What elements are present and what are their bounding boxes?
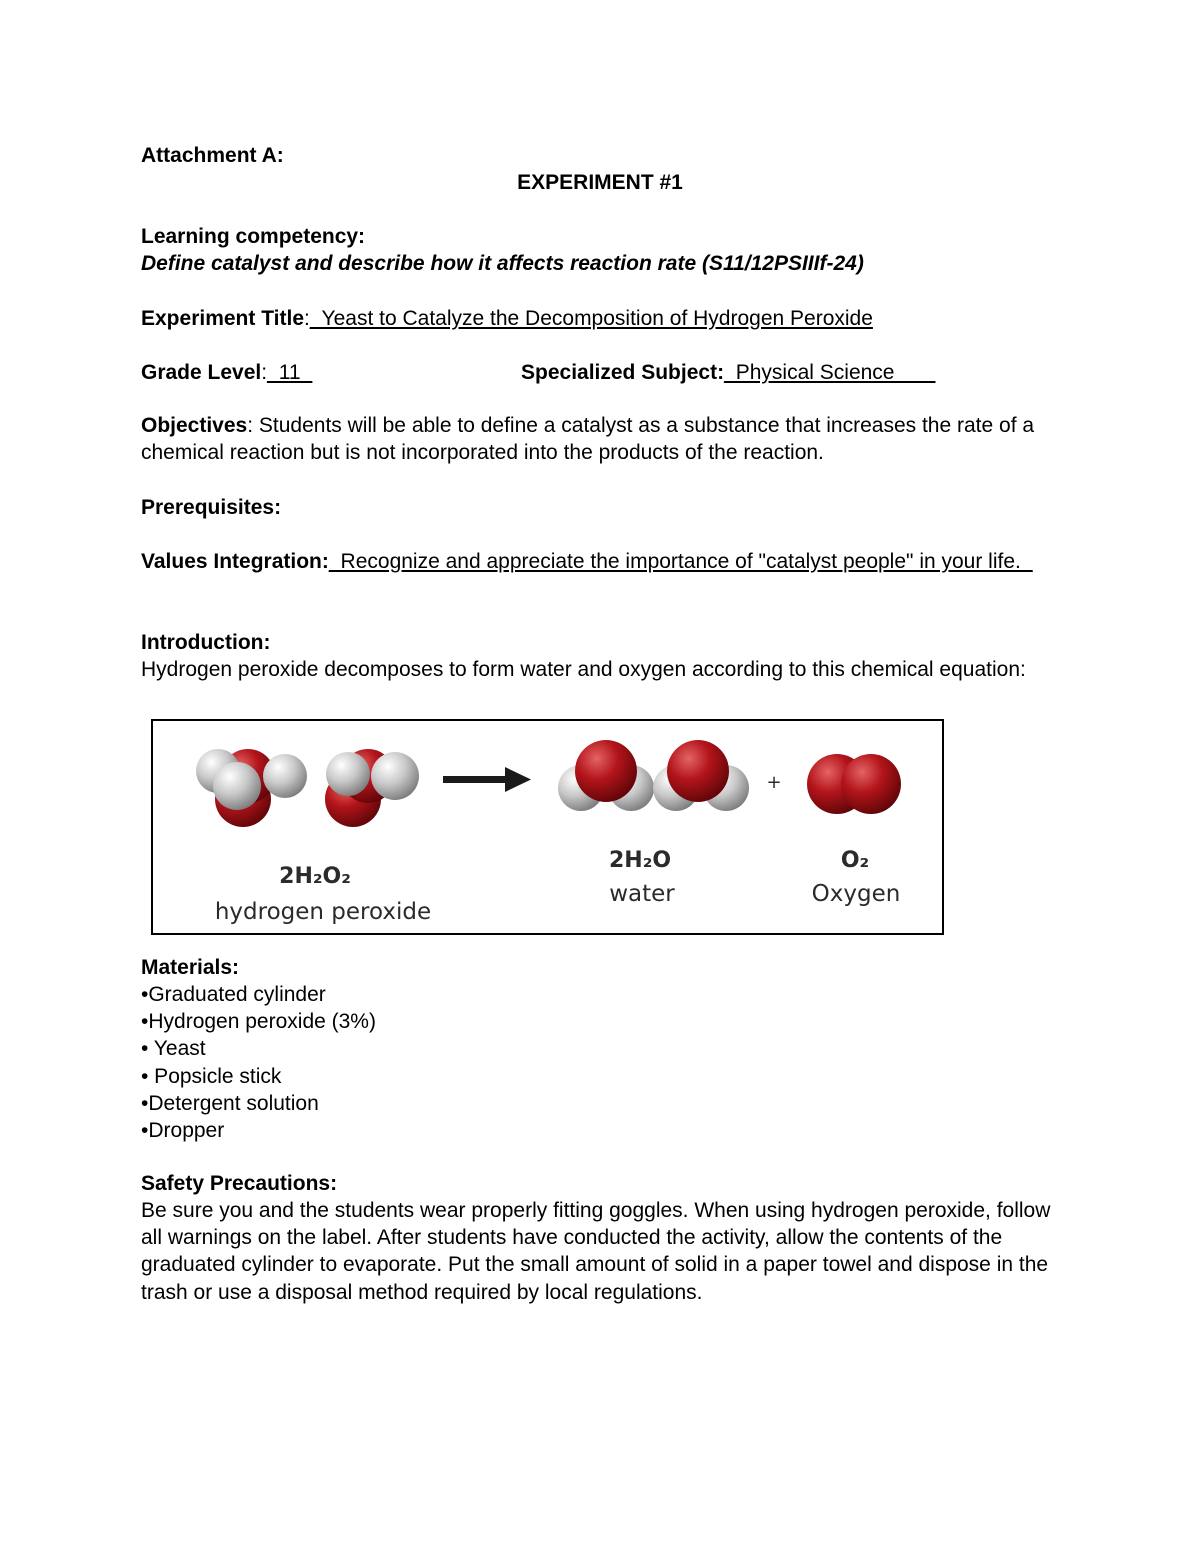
materials-list-item: • Yeast xyxy=(141,1037,206,1061)
materials-list xyxy=(141,981,1071,1144)
specialized-subject-label: Specialized Subject: xyxy=(521,361,725,384)
reactant-formula: 2H₂O₂ xyxy=(279,864,351,889)
experiment-heading: EXPERIMENT #1 xyxy=(517,171,683,194)
materials-label: Materials: xyxy=(141,956,240,979)
safety-label: Safety Precautions: xyxy=(141,1172,338,1195)
values-integration-paragraph xyxy=(141,548,1051,575)
objectives-paragraph xyxy=(141,412,1071,466)
reaction-arrow xyxy=(443,767,531,792)
hydrogen-peroxide-molecule-1 xyxy=(196,749,307,827)
prerequisites-label: Prerequisites: xyxy=(141,496,282,519)
attachment-label: Attachment A: xyxy=(141,144,284,167)
product1-name: water xyxy=(609,881,675,907)
chemical-equation-diagram xyxy=(153,721,946,937)
specialized-subject-value: _Physical Science_ __ xyxy=(724,361,936,384)
materials-list-item: • Popsicle stick xyxy=(141,1064,282,1088)
materials-list-container xyxy=(141,981,1071,1144)
grade-level-label: Grade Level xyxy=(141,361,262,384)
product2-name: Oxygen xyxy=(811,881,901,907)
materials-list-item: •Dropper xyxy=(141,1118,225,1142)
chemical-equation-figure xyxy=(151,719,944,935)
values-integration-label: Values Integration: xyxy=(141,550,329,573)
experiment-title-separator: : xyxy=(304,307,310,330)
materials-list-item: •Detergent solution xyxy=(141,1091,319,1115)
product1-formula: 2H₂O xyxy=(608,848,672,873)
hydrogen-peroxide-molecule-2 xyxy=(325,749,419,827)
learning-competency-label: Learning competency: xyxy=(141,225,366,248)
oxygen-molecule xyxy=(807,754,901,814)
reactant-name: hydrogen peroxide xyxy=(214,899,432,925)
grade-level-value: _11_ xyxy=(267,361,313,384)
objectives-text: : Students will be able to define a catalyst as a substance that increases the rate of a chemical reaction but is not incorporated into the products of the reaction. xyxy=(141,414,1035,465)
experiment-title-line xyxy=(141,305,873,332)
grade-level-line xyxy=(141,359,312,386)
safety-text: Be sure you and the students wear properly fitting goggles. When using hydrogen peroxide, follow all warnings on the label. After students have conducted the activity, allow the contents of the graduated cylinder to evaporate. Put the small amount of solid in a paper towel and dispose in the trash or use a disposal method required by local regulations. xyxy=(141,1199,1051,1304)
water-molecule-1 xyxy=(558,740,654,811)
experiment-title-label: Experiment Title xyxy=(141,307,304,330)
grade-level-separator: : xyxy=(261,361,268,384)
plus-sign: + xyxy=(766,772,782,793)
specialized-subject-line xyxy=(521,359,935,386)
materials-list-item: •Graduated cylinder xyxy=(141,983,326,1006)
materials-list-item: •Hydrogen peroxide (3%) xyxy=(141,1010,376,1034)
experiment-title-value: _Yeast to Catalyze the Decomposition of Hydrogen Peroxide xyxy=(309,307,873,330)
product2-formula: O₂ xyxy=(840,848,870,873)
water-molecule-2 xyxy=(653,740,749,811)
introduction-label: Introduction: xyxy=(141,631,271,654)
introduction-text: Hydrogen peroxide decomposes to form water and oxygen according to this chemical equation: xyxy=(141,658,1026,681)
learning-competency-text: Define catalyst and describe how it affects reaction rate (S11/12PSIIIf-24) xyxy=(141,252,864,275)
values-integration-value: _Recognize and appreciate the importance of "catalyst people" in your life._ xyxy=(328,550,1033,573)
objectives-label: Objectives xyxy=(141,414,248,437)
